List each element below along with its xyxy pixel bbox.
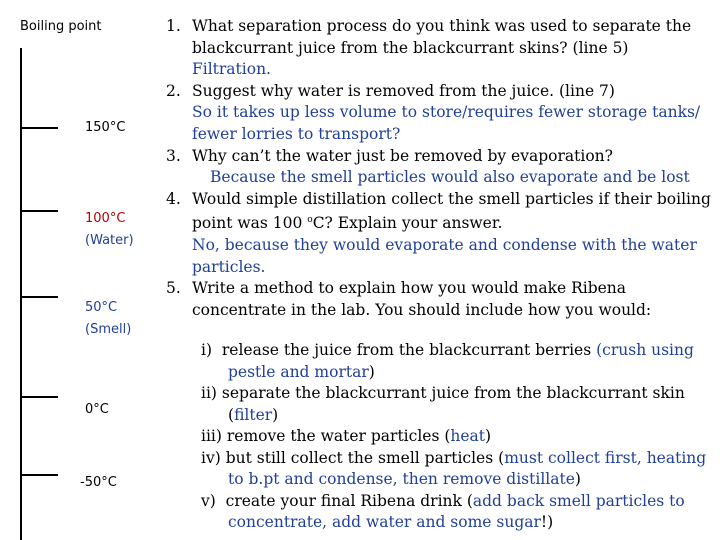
question-text-part: point was 100 — [192, 214, 308, 233]
scale-title: Boiling point — [20, 19, 102, 34]
scale-tick-100 — [20, 210, 58, 212]
step-answer: heat — [450, 427, 486, 445]
question-text-cont: blackcurrant juice from the blackcurrant skins? (line 5) — [192, 38, 629, 57]
step-close: ) — [368, 362, 375, 381]
step-text: create your final Ribena drink — [225, 491, 467, 510]
question-number: 4. — [166, 189, 181, 208]
step-number: i) — [201, 341, 213, 359]
question-number: 2. — [166, 81, 181, 100]
question-4 — [166, 189, 716, 279]
step-answer: (crush using — [596, 341, 694, 359]
step-open: ( — [466, 491, 473, 510]
step-number: ii) — [201, 384, 217, 402]
step-text: remove the water particles — [226, 427, 445, 445]
step-v — [201, 491, 716, 534]
question-5 — [166, 278, 716, 321]
scale-value: 50°C — [85, 300, 118, 315]
scale-value: 100°C — [85, 211, 126, 226]
step-answer: must collect first, heating — [504, 448, 707, 467]
scale-label-50 — [85, 297, 131, 341]
answer-text: Because the smell particles would also evaporate and be lost — [210, 168, 690, 187]
scale-note-water: (Water) — [85, 233, 134, 248]
step-text: but still collect the smell particles — [225, 448, 499, 467]
step-number: iv) — [201, 448, 221, 467]
question-number: 3. — [166, 146, 181, 165]
answer-text-cont: particles. — [192, 257, 266, 276]
step-number: iii) — [201, 427, 222, 445]
step-i — [201, 340, 716, 383]
question-text: Why can’t the water just be removed by evaporation? — [192, 146, 613, 165]
step-ii — [201, 383, 716, 426]
answer-text: Filtration. — [192, 60, 271, 79]
scale-tick-0 — [20, 396, 58, 398]
step-text: separate the blackcurrant juice from the blackcurrant skin — [221, 384, 685, 402]
question-number: 5. — [166, 279, 181, 298]
scale-note-smell: (Smell) — [85, 322, 132, 337]
step-answer-cont: to b.pt and condense, then remove distillate — [228, 470, 575, 488]
step-open: ( — [498, 448, 505, 467]
scale-tick-150 — [20, 127, 58, 129]
step-iv — [201, 448, 716, 491]
answer-text-cont: fewer lorries to transport? — [192, 124, 401, 143]
step-close: ) — [485, 427, 492, 445]
scale-value: 0°C — [85, 402, 109, 417]
step-open: ( — [444, 427, 451, 445]
step-answer: filter — [234, 405, 273, 424]
question-text-cont — [166, 210, 716, 235]
scale-label-150 — [85, 117, 125, 139]
step-close: ) — [272, 405, 279, 424]
scale-axis-line — [20, 48, 22, 540]
degree-superscript: o — [307, 215, 313, 226]
question-2 — [166, 81, 716, 146]
question-number: 1. — [166, 17, 181, 35]
step-iii — [201, 426, 716, 448]
questions-list — [166, 16, 716, 321]
scale-value: 150°C — [85, 120, 126, 135]
scale-label-0 — [85, 399, 109, 421]
step-text: release the juice from the blackcurrant berries — [221, 341, 597, 359]
step-open: ( — [228, 405, 235, 424]
method-steps — [201, 340, 716, 534]
answer-text: No, because they would evaporate and condense with the water — [192, 236, 697, 255]
question-3 — [166, 146, 716, 189]
question-text: Write a method to explain how you would make Ribena — [192, 279, 627, 298]
question-text-part: C? Explain your answer. — [312, 214, 503, 233]
scale-value: -50°C — [80, 475, 117, 490]
scale-tick-50 — [20, 296, 58, 298]
step-number: v) — [201, 491, 216, 510]
answer-text: So it takes up less volume to store/requires fewer storage tanks/ — [192, 103, 701, 122]
question-text: Would simple distillation collect the smell particles if their boiling — [192, 189, 711, 208]
question-text: What separation process do you think was used to separate the — [192, 17, 692, 35]
scale-tick-minus50 — [20, 474, 58, 476]
step-answer: add back smell particles to — [472, 491, 685, 510]
question-text: Suggest why water is removed from the juice. (line 7) — [192, 81, 615, 100]
question-1 — [166, 16, 716, 81]
question-text-cont: concentrate in the lab. You should include how you would: — [192, 300, 652, 319]
step-close: ) — [574, 470, 581, 488]
step-answer-cont: concentrate, add water and some sugar — [228, 513, 541, 531]
step-answer-cont: pestle and mortar — [228, 362, 369, 381]
scale-label-100 — [85, 208, 134, 252]
step-close: !) — [540, 513, 554, 531]
scale-label-minus50 — [80, 472, 117, 494]
